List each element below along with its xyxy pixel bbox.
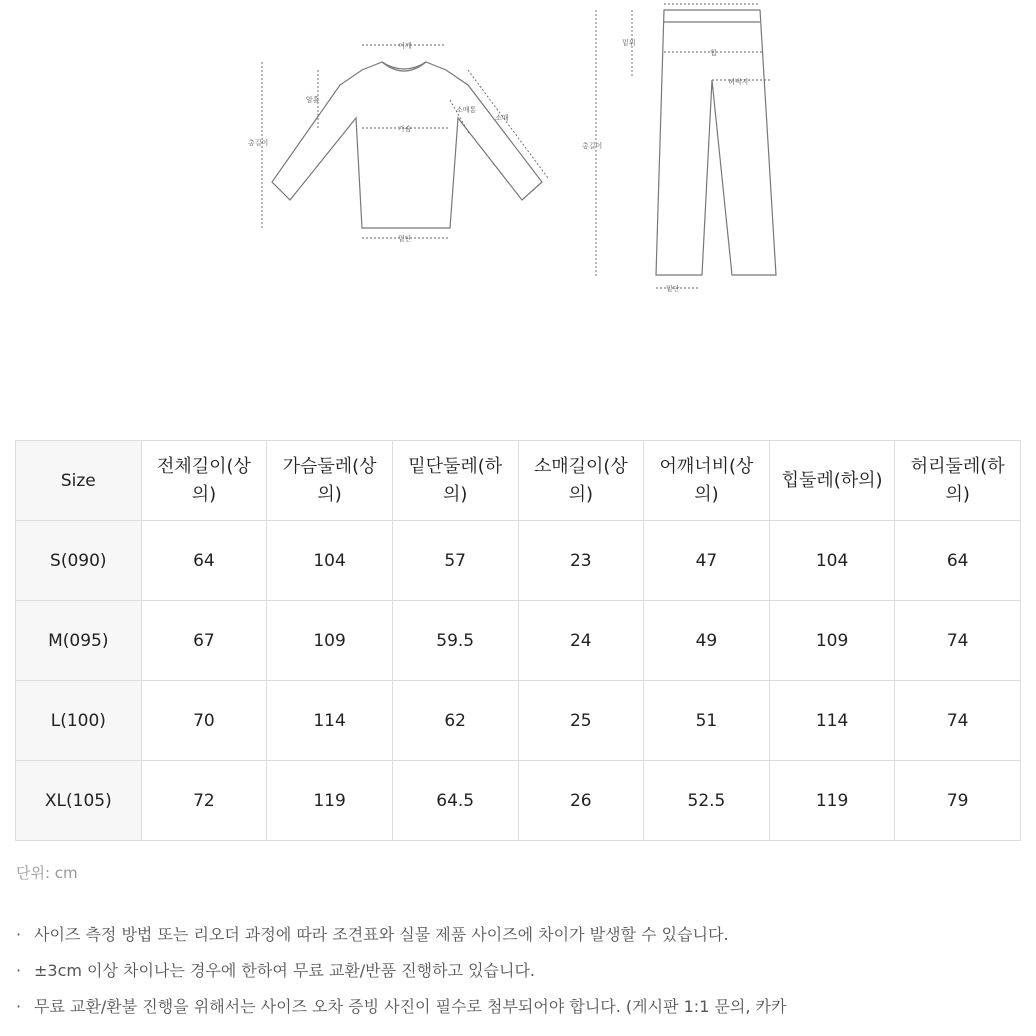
top-garment-outline	[272, 62, 542, 228]
header-waist: 허리둘레(하 의)	[895, 441, 1021, 521]
table-row	[16, 681, 1021, 761]
label-hem-pants: 밑단	[666, 285, 680, 293]
label-hem-top: 밑단	[398, 235, 412, 243]
table-cell: 62	[392, 681, 518, 761]
table-cell: 24	[518, 601, 644, 681]
size-chart-table	[15, 440, 1021, 841]
table-cell: 79	[895, 761, 1021, 841]
table-cell: 70	[141, 681, 267, 761]
label-rise: 밑위	[622, 39, 636, 47]
list-item: · 사이즈 측정 방법 또는 리오더 과정에 따라 조견표와 실물 제품 사이즈에 차이가 발생할 수 있습니다.	[16, 922, 786, 958]
list-item: · 무료 교환/환불 진행을 위해서는 사이즈 오차 증빙 사진이 필수로 첨부되어야 합니다. (게시판 1:1 문의, 카카	[16, 994, 786, 1030]
header-hip: 힙둘레(하의)	[769, 441, 895, 521]
table-cell: 49	[644, 601, 770, 681]
row-size-label: M(095)	[16, 601, 142, 681]
table-cell: 64.5	[392, 761, 518, 841]
unit-label: 단위: cm	[16, 864, 78, 882]
header-size: Size	[16, 441, 142, 521]
table-cell: 51	[644, 681, 770, 761]
label-total-length-pants: 총길이	[582, 142, 603, 150]
top-garment-diagram	[272, 62, 542, 228]
table-cell: 67	[141, 601, 267, 681]
table-cell: 64	[141, 521, 267, 601]
label-sleeve: 소매	[495, 114, 509, 122]
header-shoulder: 어깨너비(상 의)	[644, 441, 770, 521]
table-cell: 104	[267, 521, 393, 601]
table-cell: 23	[518, 521, 644, 601]
list-item: · ±3cm 이상 차이나는 경우에 한하여 무료 교환/반품 진행하고 있습니다.	[16, 958, 786, 994]
label-thigh: 허벅지	[728, 78, 749, 86]
label-chest: 가슴	[398, 125, 412, 133]
label-sleeve-width: 소매통	[456, 106, 477, 114]
table-header-row	[16, 441, 1021, 521]
label-shoulder: 어깨	[398, 42, 412, 50]
top-measure-lines	[262, 45, 548, 238]
table-cell: 59.5	[392, 601, 518, 681]
header-total-length: 전체길이(상 의)	[141, 441, 267, 521]
table-cell: 74	[895, 681, 1021, 761]
label-hip: 힙	[710, 49, 717, 57]
table-cell: 109	[769, 601, 895, 681]
table-row	[16, 601, 1021, 681]
bullet-icon: ·	[16, 961, 22, 980]
table-cell: 119	[769, 761, 895, 841]
header-sleeve: 소매길이(상 의)	[518, 441, 644, 521]
label-total-length-top: 총길이	[248, 139, 269, 147]
table-cell: 74	[895, 601, 1021, 681]
table-row	[16, 521, 1021, 601]
table-cell: 119	[267, 761, 393, 841]
table-cell: 72	[141, 761, 267, 841]
table-cell: 57	[392, 521, 518, 601]
bullet-icon: ·	[16, 997, 22, 1016]
table-cell: 104	[769, 521, 895, 601]
table-cell: 64	[895, 521, 1021, 601]
table-cell: 114	[267, 681, 393, 761]
table-cell: 47	[644, 521, 770, 601]
header-chest: 가슴둘레(상 의)	[267, 441, 393, 521]
table-row	[16, 761, 1021, 841]
row-size-label: L(100)	[16, 681, 142, 761]
row-size-label: S(090)	[16, 521, 142, 601]
table-cell: 25	[518, 681, 644, 761]
table-cell: 52.5	[644, 761, 770, 841]
table-cell: 114	[769, 681, 895, 761]
row-size-label: XL(105)	[16, 761, 142, 841]
label-armhole: 암홀	[306, 96, 320, 104]
table-cell: 26	[518, 761, 644, 841]
notes-list	[16, 922, 786, 1030]
header-hem: 밑단둘레(하 의)	[392, 441, 518, 521]
measurement-diagrams	[0, 0, 1036, 320]
bullet-icon: ·	[16, 925, 22, 944]
table-cell: 109	[267, 601, 393, 681]
